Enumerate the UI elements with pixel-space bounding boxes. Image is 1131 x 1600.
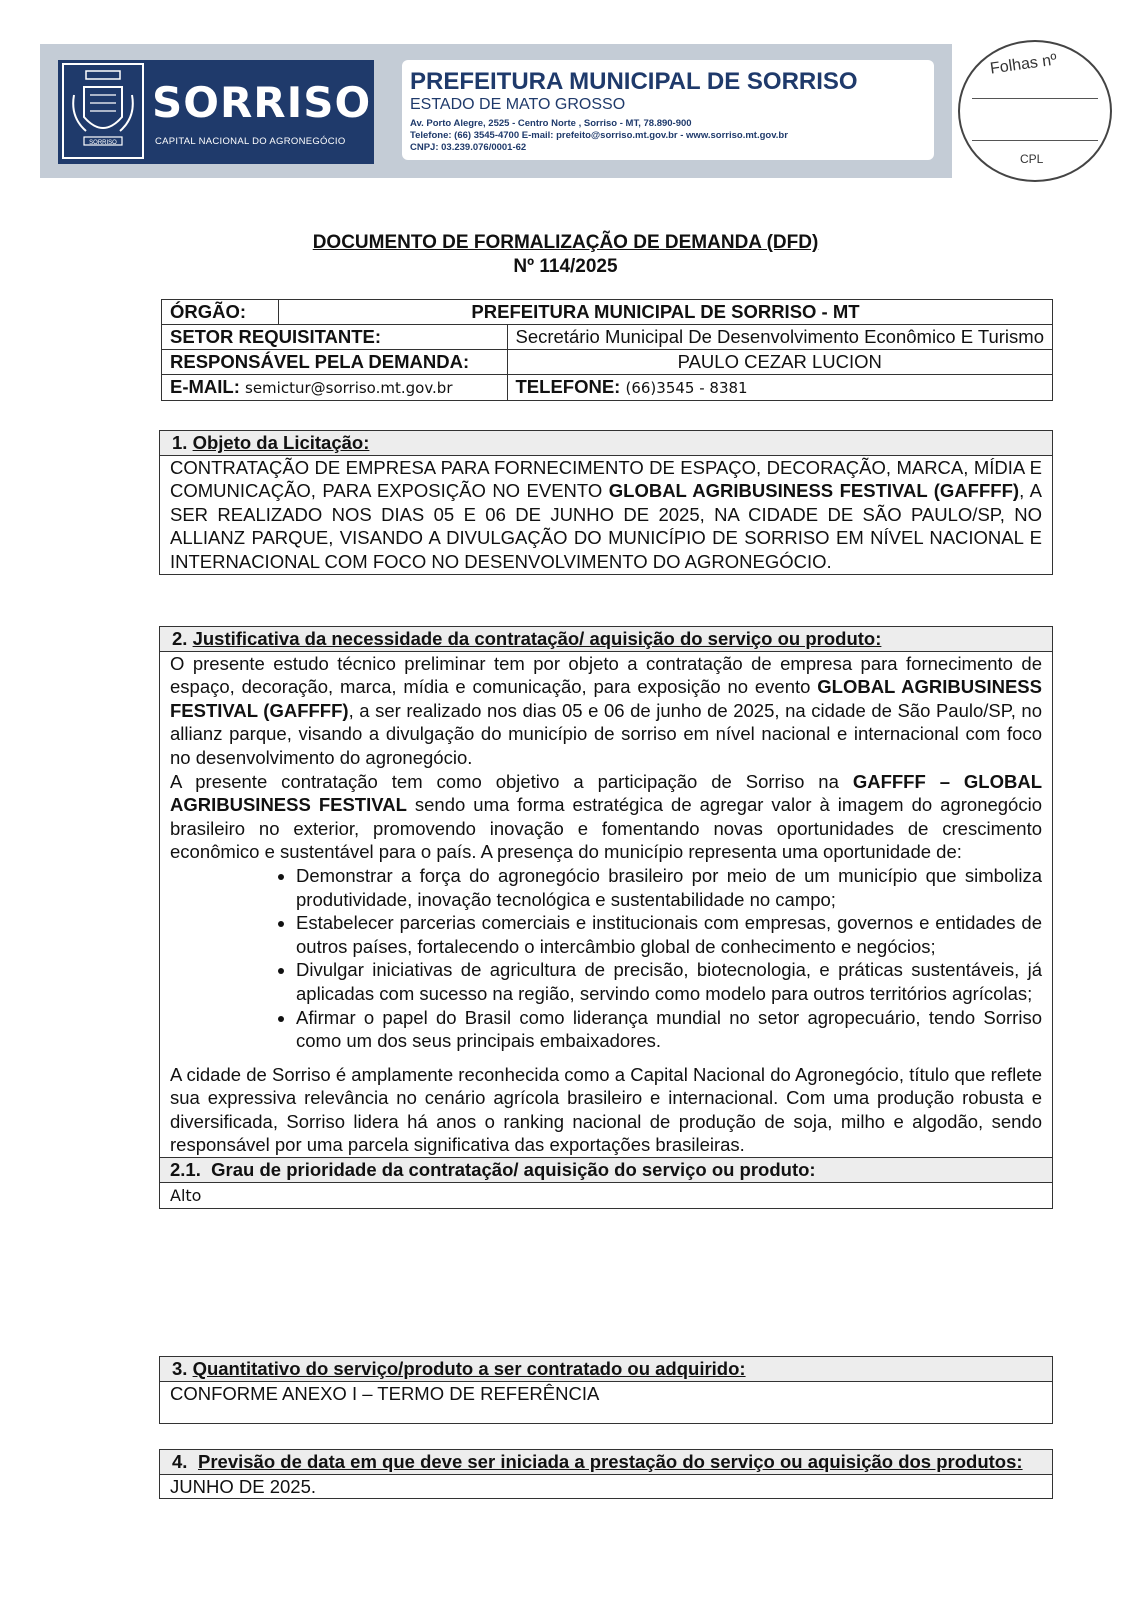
list-item: • Divulgar iniciativas de agricultura de precisão, biotecnologia, e práticas sustentáveis, já aplicadas com sucesso na região, servindo como modelo para outros territórios agrícolas; <box>296 958 1042 1005</box>
stamp-title: Folhas nº <box>989 51 1059 78</box>
section-number: 2. <box>172 628 188 649</box>
stamp-line <box>972 140 1098 141</box>
org-name: PREFEITURA MUNICIPAL DE SORRISO <box>410 68 858 95</box>
paragraph-text: sendo uma forma estratégica de agregar valor à imagem do agronegócio brasileiro no exterior, promovendo inovação e fomentando novas oportunidades de crescimento econômico e sustentável para o país. A presença do município representa uma oportunidade de: <box>170 794 1042 863</box>
document-title <box>0 232 1131 254</box>
setor-value: Secretário Municipal De Desenvolvimento Econômico E Turismo <box>507 325 1053 350</box>
pages-stamp <box>958 40 1112 182</box>
spacer <box>170 1053 1042 1063</box>
objeto-text <box>170 456 1042 574</box>
coat-of-arms-icon <box>62 63 144 159</box>
stamp-label: CPL <box>1020 152 1044 166</box>
subsection-title: Grau de prioridade da contratação/ aquisição do serviço ou produto: <box>211 1159 816 1181</box>
table-row <box>162 350 1053 375</box>
telefone-label: TELEFONE: <box>515 376 621 397</box>
section-heading <box>160 431 1052 456</box>
crest-label: SORRISO <box>89 140 117 146</box>
table-row <box>162 325 1053 350</box>
logo-tagline: CAPITAL NACIONAL DO AGRONEGÓCIO <box>155 136 346 147</box>
objeto-text-b: , A SER REALIZADO NOS DIAS 05 E 06 DE JUNHO DE 2025, NA CIDADE DE SÃO PAULO/SP, NO ALLIANZ PARQUE, VISANDO A DIVULGAÇÃO DO MUNICÍPIO DE SORRISO EM NÍVEL NACIONAL E INTERNACIONAL COM FOCO NO DESENVOLVIMENTO DO AGRONEGÓCIO. <box>170 480 1042 572</box>
section-heading <box>160 627 1052 652</box>
priority-value: Alto <box>170 1185 202 1205</box>
header-info <box>402 60 934 160</box>
section-quantitativo <box>159 1356 1053 1424</box>
paragraph-text: O presente estudo técnico preliminar tem por objeto a contratação de empresa para fornecimento de espaço, decoração, marca, mídia e comunicação, para exposição no evento <box>170 652 1042 698</box>
responsavel-value: PAULO CEZAR LUCION <box>507 350 1053 375</box>
list-item: • Afirmar o papel do Brasil como liderança mundial no setor agropecuário, tendo Sorriso como um dos seus principais embaixadores. <box>296 1006 1042 1053</box>
document-title-text: DOCUMENTO DE FORMALIZAÇÃO DE DEMANDA (DFD) <box>312 232 819 253</box>
telefone-cell <box>507 375 1053 401</box>
responsavel-label: RESPONSÁVEL PELA DEMANDA: <box>162 350 508 375</box>
section-title: Objeto da Licitação: <box>192 432 370 453</box>
previsao-value: JUNHO DE 2025. <box>170 1475 316 1497</box>
section-objeto <box>159 430 1053 575</box>
info-table <box>161 299 1053 401</box>
paragraph <box>170 652 1042 770</box>
list-item: • Estabelecer parcerias comerciais e institucionais com empresas, governos e entidades de outros países, fortalecendo o intercâmbio global de conhecimento e negócios; <box>296 911 1042 958</box>
logo-name: SORRISO <box>152 78 372 127</box>
org-state: ESTADO DE MATO GROSSO <box>410 96 626 113</box>
orgao-value: PREFEITURA MUNICIPAL DE SORRISO - MT <box>279 300 1053 325</box>
email-value: semictur@sorriso.mt.gov.br <box>245 379 453 397</box>
section-heading <box>160 1450 1052 1475</box>
org-contact: Telefone: (66) 3545-4700 E-mail: prefeito@sorriso.mt.gov.br - www.sorriso.mt.gov.br <box>410 130 788 141</box>
list-item: • Demonstrar a força do agronegócio brasileiro por meio de um município que simboliza produtividade, inovação tecnológica e sustentabilidade no campo; <box>296 864 1042 911</box>
quantitativo-value: CONFORME ANEXO I – TERMO DE REFERÊNCIA <box>170 1382 600 1404</box>
paragraph-text: A presente contratação tem como objetivo a participação de Sorriso na <box>170 770 853 792</box>
org-cnpj: CNPJ: 03.239.076/0001-62 <box>410 142 527 153</box>
setor-label: SETOR REQUISITANTE: <box>162 325 508 350</box>
section-title: Justificativa da necessidade da contratação/ aquisição do serviço ou produto: <box>192 628 882 649</box>
sorriso-logo <box>58 60 374 164</box>
section-body <box>160 456 1052 574</box>
stamp-line <box>972 98 1098 99</box>
section-title: Previsão de data em que deve ser iniciada a prestação do serviço ou aquisição dos produtos: <box>198 1451 1023 1472</box>
section-heading <box>160 1357 1052 1382</box>
telefone-value: (66)3545 - 8381 <box>625 379 748 397</box>
paragraph-text: , a ser realizado nos dias 05 e 06 de junho de 2025, na cidade de São Paulo/SP, no allianz parque, visando a divulgação do município de sorriso em nível nacional e internacional com foco no desenvolvimento do agronegócio. <box>170 699 1042 768</box>
paragraph: A cidade de Sorriso é amplamente reconhecida como a Capital Nacional do Agronegócio, título que reflete sua expressiva relevância no cenário agrícola brasileiro e internacional. Com uma produção robusta e diversificada, Sorriso lidera há anos o ranking nacional de produção de soja, milho e algodão, sendo responsável por uma parcela significativa das exportações brasileiras. <box>170 1063 1042 1156</box>
table-row <box>162 300 1053 325</box>
objeto-text-a: CONTRATAÇÃO DE EMPRESA PARA FORNECIMENTO DE ESPAÇO, DECORAÇÃO, MARCA, MÍDIA E COMUNICAÇÃO, PARA EXPOSIÇÃO NO EVENTO <box>170 456 1042 502</box>
bullet-list <box>170 864 1042 1053</box>
section-number: 1. <box>172 432 188 453</box>
section-body <box>160 652 1052 1157</box>
paragraph <box>170 770 1042 864</box>
event-name: GLOBAL AGRIBUSINESS FESTIVAL (GAFFFF) <box>170 676 1042 721</box>
orgao-label: ÓRGÃO: <box>162 300 279 325</box>
document-number: Nº 114/2025 <box>513 256 618 277</box>
section-title: Quantitativo do serviço/produto a ser contratado ou adquirido: <box>192 1358 746 1379</box>
objeto-event-name: GLOBAL AGRIBUSINESS FESTIVAL (GAFFFF) <box>608 480 1020 502</box>
table-row <box>162 375 1053 401</box>
section-number: 4. <box>172 1451 188 1472</box>
org-address: Av. Porto Alegre, 2525 - Centro Norte , Sorriso - MT, 78.890-900 <box>410 118 692 129</box>
email-label: E-MAIL: <box>170 376 240 397</box>
event-name: GAFFFF – GLOBAL AGRIBUSINESS FESTIVAL <box>170 770 1043 816</box>
section-justificativa <box>159 626 1053 1209</box>
email-cell <box>162 375 508 401</box>
subsection-number: 2.1. <box>170 1159 201 1181</box>
section-number: 3. <box>172 1358 188 1379</box>
subsection-heading <box>160 1157 1052 1183</box>
section-previsao <box>159 1449 1053 1499</box>
header-banner <box>40 44 952 178</box>
